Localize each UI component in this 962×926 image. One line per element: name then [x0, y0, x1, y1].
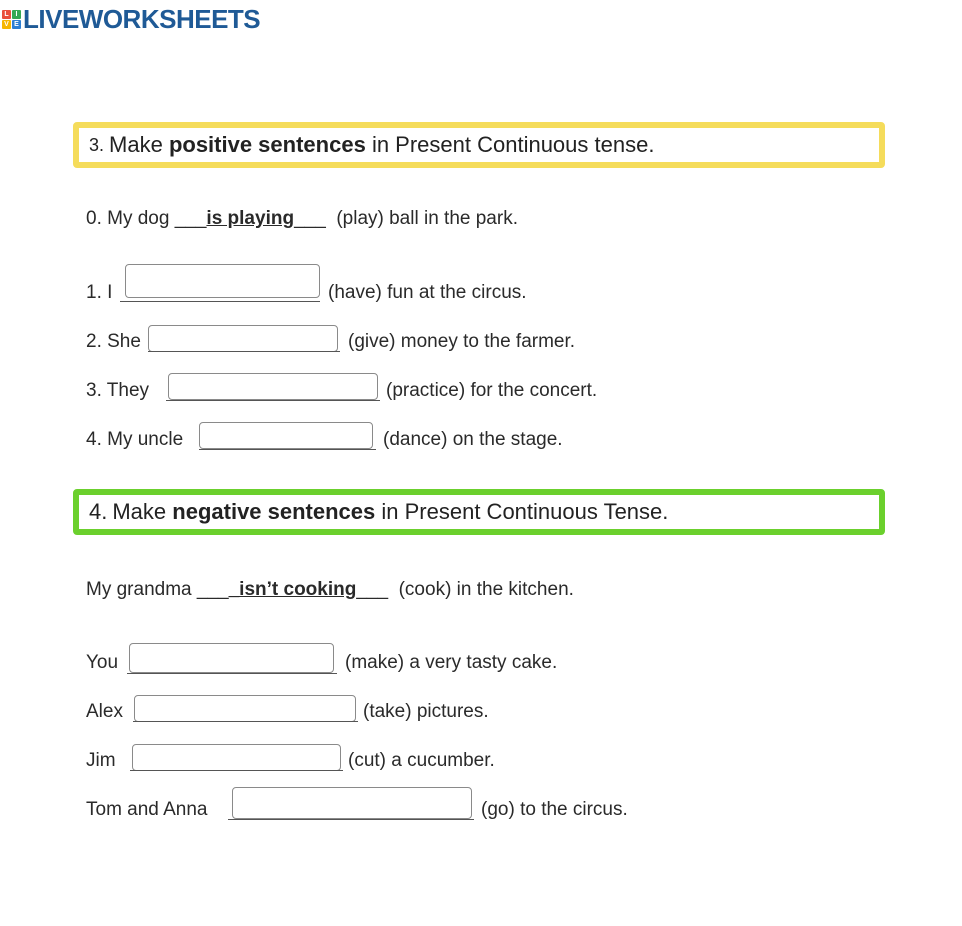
- example-blank-right: ___: [356, 579, 389, 600]
- example-answer: _isn’t cooking: [228, 579, 357, 600]
- section-suffix: in Present Continuous tense.: [371, 132, 655, 157]
- item-prefix: 3. They: [86, 380, 150, 401]
- example-blank-left: ___: [196, 579, 229, 600]
- item-suffix: (practice) for the concert.: [386, 380, 598, 401]
- answer-input-3[interactable]: [168, 373, 378, 400]
- section-prefix: Make: [109, 132, 163, 157]
- item-suffix: (dance) on the stage.: [383, 429, 563, 450]
- example-suffix: (cook) in the kitchen.: [398, 579, 574, 600]
- answer-input-2[interactable]: [148, 325, 338, 352]
- example-prefix: 0. My dog: [86, 208, 170, 229]
- section-bold: positive sentences: [168, 132, 366, 157]
- example-prefix: My grandma: [86, 579, 192, 600]
- logo-text: LIVEWORKSHEETS: [23, 3, 261, 34]
- blank-underline: [120, 301, 320, 302]
- logo-tile: E: [12, 20, 21, 29]
- blank-underline: [130, 770, 343, 771]
- section-bold: negative sentences: [172, 499, 376, 524]
- logo-tiles-icon: [2, 10, 21, 29]
- example-answer: is playing: [206, 208, 295, 229]
- section-suffix: in Present Continuous Tense.: [381, 499, 669, 524]
- item-suffix: (make) a very tasty cake.: [345, 652, 558, 673]
- example-blank-left: ___: [174, 208, 207, 229]
- answer-input-5[interactable]: [129, 643, 334, 673]
- logo-tile: V: [2, 20, 11, 29]
- blank-underline: [166, 400, 380, 401]
- answer-input-1[interactable]: [125, 264, 320, 298]
- blank-underline: [127, 673, 337, 674]
- answer-input-7[interactable]: [132, 744, 341, 771]
- answer-input-4[interactable]: [199, 422, 373, 449]
- item-prefix: 4. My uncle: [86, 429, 184, 450]
- item-suffix: (cut) a cucumber.: [348, 750, 495, 771]
- example-blank-right: ___: [294, 208, 326, 229]
- item-prefix: Jim: [86, 750, 116, 771]
- item-prefix: 2. She: [86, 331, 141, 352]
- blank-underline: [228, 819, 474, 820]
- section-number: 4.: [89, 499, 108, 524]
- answer-input-6[interactable]: [134, 695, 356, 722]
- blank-underline: [148, 351, 340, 352]
- blank-underline: [199, 449, 376, 450]
- section-4-header: [73, 489, 885, 535]
- item-prefix: Tom and Anna: [86, 799, 208, 820]
- blank-underline: [133, 721, 358, 722]
- item-suffix: (give) money to the farmer.: [348, 331, 576, 352]
- item-suffix: (have) fun at the circus.: [328, 282, 527, 303]
- item-suffix: (take) pictures.: [363, 701, 489, 722]
- item-prefix: Alex: [86, 701, 123, 722]
- item-prefix: You: [86, 652, 119, 673]
- item-prefix: 1. I: [86, 282, 113, 303]
- example-sentence: [86, 579, 574, 601]
- section-prefix: Make: [112, 499, 167, 524]
- example-suffix: (play) ball in the park.: [336, 208, 518, 229]
- section-3-header: [73, 122, 885, 168]
- example-sentence: [86, 208, 518, 230]
- item-suffix: (go) to the circus.: [481, 799, 628, 820]
- liveworksheets-logo: [2, 5, 260, 33]
- logo-tile: L: [2, 10, 11, 19]
- logo-tile: I: [12, 10, 21, 19]
- section-number: 3.: [89, 134, 105, 155]
- answer-input-8[interactable]: [232, 787, 472, 819]
